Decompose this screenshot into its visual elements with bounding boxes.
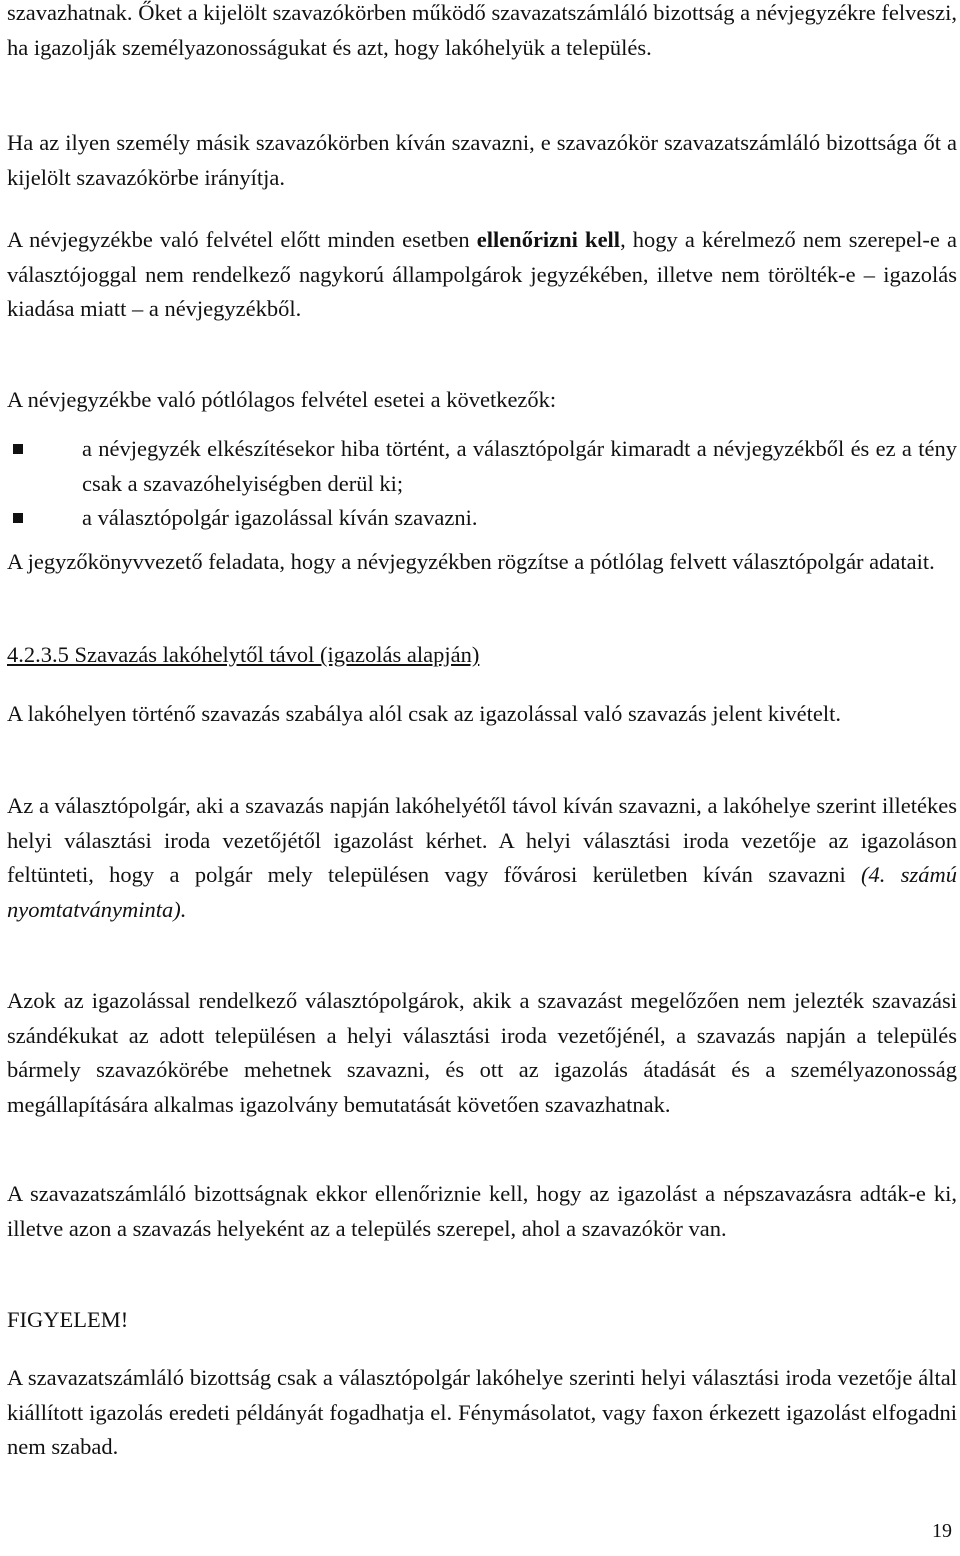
paragraph-8: Azok az igazolással rendelkező választópolgárok, akik a szavazást megelőzően nem jelezték szavazási szándékukat az adott településen a helyi választási iroda vezetőjénél, a szavazás napján a település bármely szavazókörébe mehetnek szavazni, és ott az igazolás átadását és a személyazonosság megállapítására alkalmas igazolvány bemutatását követően szavazhatnak. [7, 988, 957, 1117]
emphasis-check-required: ellenőrizni kell [476, 227, 621, 252]
paragraph-3-text-start: A névjegyzékbe való felvétel előtt minden esetben [7, 227, 477, 252]
square-bullet-icon [13, 513, 23, 523]
paragraph-4: A névjegyzékbe való pótlólagos felvétel esetei a következők: [7, 387, 557, 412]
paragraph-1: szavazhatnak. Őket a kijelölt szavazókörben működő szavazatszámláló bizottság a névjegyzékre felveszi, ha igazolják személyazonosságukat és azt, hogy lakóhelyük a település. [7, 0, 957, 60]
list-item-text: a választópolgár igazolással kíván szavazni. [82, 505, 478, 530]
paragraph-11: A szavazatszámláló bizottság csak a választópolgár lakóhelye szerinti helyi választási iroda vezetője által kiállított igazolás eredeti példányát fogadhatja el. Fénymásolatot, vagy faxon érkezett igazolást elfogadni nem szabad. [7, 1365, 957, 1459]
list-item-text: a névjegyzék elkészítésekor hiba történt, a választópolgár kimaradt a névjegyzékből és ez a tény csak a szavazóhelyiségben derül ki; [82, 436, 957, 496]
section-heading: 4.2.3.5 Szavazás lakóhelytől távol (igazolás alapján) [7, 642, 480, 667]
paragraph-9: A szavazatszámláló bizottságnak ekkor ellenőriznie kell, hogy az igazolást a népszavazásra adták-e ki, illetve azon a szavazás helyeként az a település szerepel, ahol a szavazókör van. [7, 1181, 957, 1241]
square-bullet-icon [13, 444, 23, 454]
bullet-list [7, 432, 957, 536]
paragraph-7 [7, 789, 957, 927]
paragraph-5: A jegyzőkönyvvezető feladata, hogy a névjegyzékben rögzítse a pótlólag felvett választópolgár adatait. [7, 549, 935, 574]
form-reference: (4. számú nyomtatványminta). [7, 862, 957, 922]
paragraph-2: Ha az ilyen személy másik szavazókörben kíván szavazni, e szavazókör szavazatszámláló bizottsága őt a kijelölt szavazókörbe irányítja. [7, 130, 957, 190]
paragraph-6: A lakóhelyen történő szavazás szabálya alól csak az igazolással való szavazás jelent kivételt. [7, 701, 842, 726]
warning-label: FIGYELEM! [7, 1307, 129, 1332]
list-item [7, 501, 957, 536]
paragraph-3-text-end: , hogy a kérelmező nem szerepel-e a választójoggal nem rendelkező nagykorú állampolgárok jegyzékében, illetve nem törölték-e – igazolás kiadása miatt – a névjegyzékből. [7, 227, 958, 321]
paragraph-7-text: Az a választópolgár, aki a szavazás napján lakóhelyétől távol kíván szavazni, a lakóhelye szerint illetékes helyi választási iroda vezetőjétől igazolást kérhet. A helyi választási iroda vezetője az igazoláson feltünteti, hogy a polgár mely településen vagy fővárosi kerületben kíván szavazni [7, 793, 957, 887]
list-item [7, 432, 957, 501]
page-number: 19 [932, 1520, 952, 1542]
paragraph-3 [7, 223, 957, 327]
